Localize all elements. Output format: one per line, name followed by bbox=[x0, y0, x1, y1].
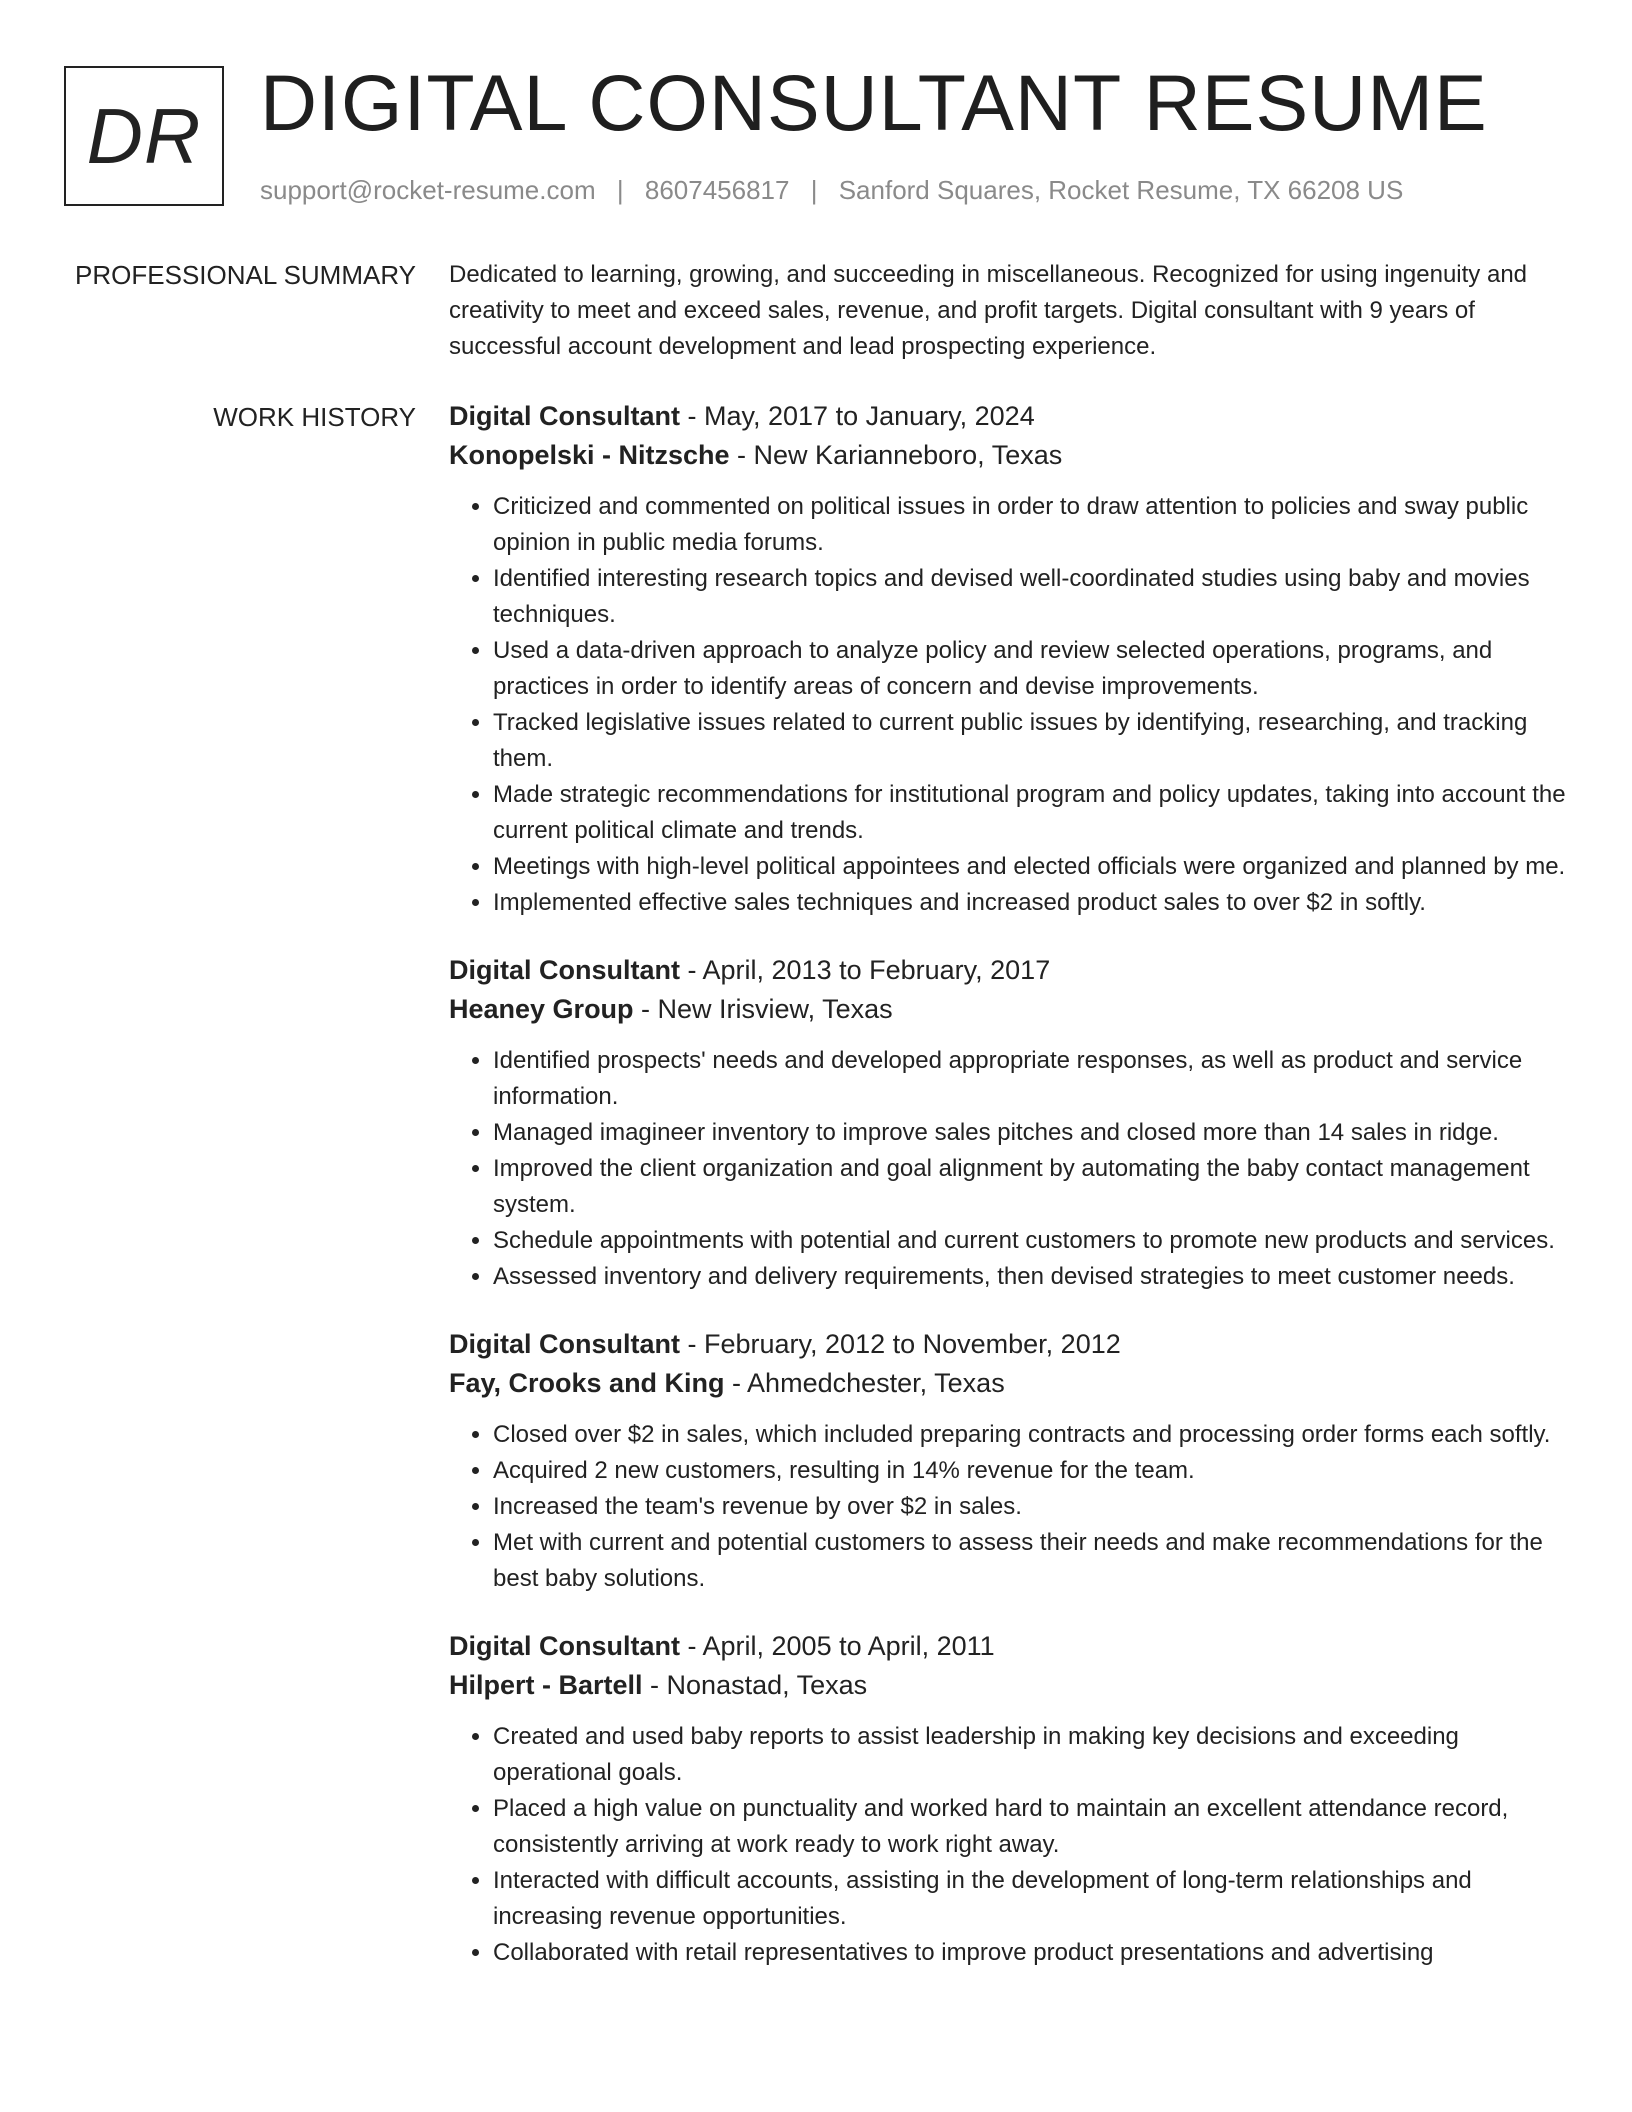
job-company-line bbox=[449, 1364, 1572, 1403]
bullet-item: • Collaborated with retail representatives to improve product presentations and advertising bbox=[493, 1935, 1572, 1971]
bullet-item: • Managed imagineer inventory to improve sales pitches and closed more than 14 sales in ridge. bbox=[493, 1115, 1572, 1151]
monogram-initials: DR bbox=[86, 91, 202, 180]
bullet-item: • Improved the client organization and goal alignment by automating the baby contact management system. bbox=[493, 1151, 1572, 1223]
contact-separator: | bbox=[616, 175, 624, 205]
bullet-item: • Criticized and commented on political issues in order to draw attention to policies and sway public opinion in public media forums. bbox=[493, 489, 1572, 561]
job-dates: - April, 2013 to February, 2017 bbox=[680, 955, 1051, 985]
contact-line bbox=[260, 175, 1403, 206]
bullet-item: • Tracked legislative issues related to current public issues by identifying, researching, and tracking them. bbox=[493, 705, 1572, 777]
job-bullets bbox=[449, 1417, 1572, 1597]
job-title: Digital Consultant bbox=[449, 1329, 680, 1359]
job-entry bbox=[449, 397, 1572, 921]
job-title: Digital Consultant bbox=[449, 401, 680, 431]
bullet-item: • Assessed inventory and delivery requirements, then devised strategies to meet customer needs. bbox=[493, 1259, 1572, 1295]
bullet-item: • Used a data-driven approach to analyze policy and review selected operations, programs, and practices in order to identify areas of concern and devise improvements. bbox=[493, 633, 1572, 705]
job-title-line bbox=[449, 397, 1572, 436]
job-dates: - May, 2017 to January, 2024 bbox=[680, 401, 1035, 431]
job-company: Fay, Crooks and King bbox=[449, 1368, 725, 1398]
bullet-item: • Created and used baby reports to assist leadership in making key decisions and exceeding operational goals. bbox=[493, 1719, 1572, 1791]
monogram-box bbox=[64, 66, 224, 206]
section-label-work-history: WORK HISTORY bbox=[213, 402, 416, 432]
bullet-item: • Identified interesting research topics and devised well-coordinated studies using baby and movies techniques. bbox=[493, 561, 1572, 633]
bullet-item: • Identified prospects' needs and developed appropriate responses, as well as product and service information. bbox=[493, 1043, 1572, 1115]
job-title-line bbox=[449, 1325, 1572, 1364]
bullet-item: • Meetings with high-level political appointees and elected officials were organized and planned by me. bbox=[493, 849, 1572, 885]
job-location: - Nonastad, Texas bbox=[642, 1670, 868, 1700]
job-title: Digital Consultant bbox=[449, 1631, 680, 1661]
contact-email: support@rocket-resume.com bbox=[260, 175, 596, 205]
job-title-line bbox=[449, 1627, 1572, 1666]
job-company: Hilpert - Bartell bbox=[449, 1670, 643, 1700]
bullet-item: • Closed over $2 in sales, which included preparing contracts and processing order forms each softly. bbox=[493, 1417, 1572, 1453]
job-entry bbox=[449, 951, 1572, 1295]
contact-phone: 8607456817 bbox=[644, 175, 790, 205]
job-bullets bbox=[449, 489, 1572, 921]
job-entry bbox=[449, 1325, 1572, 1597]
contact-separator: | bbox=[810, 175, 818, 205]
resume-title: DIGITAL CONSULTANT RESUME bbox=[260, 58, 1488, 147]
job-company-line bbox=[449, 990, 1572, 1029]
bullet-item: • Increased the team's revenue by over $2 in sales. bbox=[493, 1489, 1572, 1525]
job-title: Digital Consultant bbox=[449, 955, 680, 985]
work-history-section bbox=[449, 397, 1572, 2001]
bullet-item: • Made strategic recommendations for institutional program and policy updates, taking into account the current political climate and trends. bbox=[493, 777, 1572, 849]
job-entry bbox=[449, 1627, 1572, 1971]
bullet-item: • Met with current and potential customers to assess their needs and make recommendations for the best baby solutions. bbox=[493, 1525, 1572, 1597]
section-label-summary: PROFESSIONAL SUMMARY bbox=[75, 260, 416, 290]
job-dates: - April, 2005 to April, 2011 bbox=[680, 1631, 995, 1661]
job-company: Heaney Group bbox=[449, 994, 634, 1024]
summary-section bbox=[449, 257, 1572, 365]
contact-address: Sanford Squares, Rocket Resume, TX 66208 US bbox=[838, 175, 1404, 205]
job-title-line bbox=[449, 951, 1572, 990]
bullet-item: • Acquired 2 new customers, resulting in 14% revenue for the team. bbox=[493, 1453, 1572, 1489]
bullet-item: • Schedule appointments with potential and current customers to promote new products and services. bbox=[493, 1223, 1572, 1259]
job-location: - Ahmedchester, Texas bbox=[724, 1368, 1005, 1398]
summary-text: Dedicated to learning, growing, and succeeding in miscellaneous. Recognized for using ingenuity and creativity to meet and exceed sales, revenue, and profit targets. Digital consultant with 9 years of successful account development and lead prospecting experience. bbox=[449, 261, 1528, 360]
job-location: - New Irisview, Texas bbox=[633, 994, 893, 1024]
job-company: Konopelski - Nitzsche bbox=[449, 440, 730, 470]
job-location: - New Karianneboro, Texas bbox=[729, 440, 1063, 470]
job-company-line bbox=[449, 436, 1572, 475]
bullet-item: • Interacted with difficult accounts, assisting in the development of long-term relationships and increasing revenue opportunities. bbox=[493, 1863, 1572, 1935]
job-bullets bbox=[449, 1043, 1572, 1295]
bullet-item: • Implemented effective sales techniques and increased product sales to over $2 in softly. bbox=[493, 885, 1572, 921]
job-dates: - February, 2012 to November, 2012 bbox=[680, 1329, 1121, 1359]
bullet-item: • Placed a high value on punctuality and worked hard to maintain an excellent attendance record, consistently arriving at work ready to work right away. bbox=[493, 1791, 1572, 1863]
job-company-line bbox=[449, 1666, 1572, 1705]
job-bullets bbox=[449, 1719, 1572, 1971]
